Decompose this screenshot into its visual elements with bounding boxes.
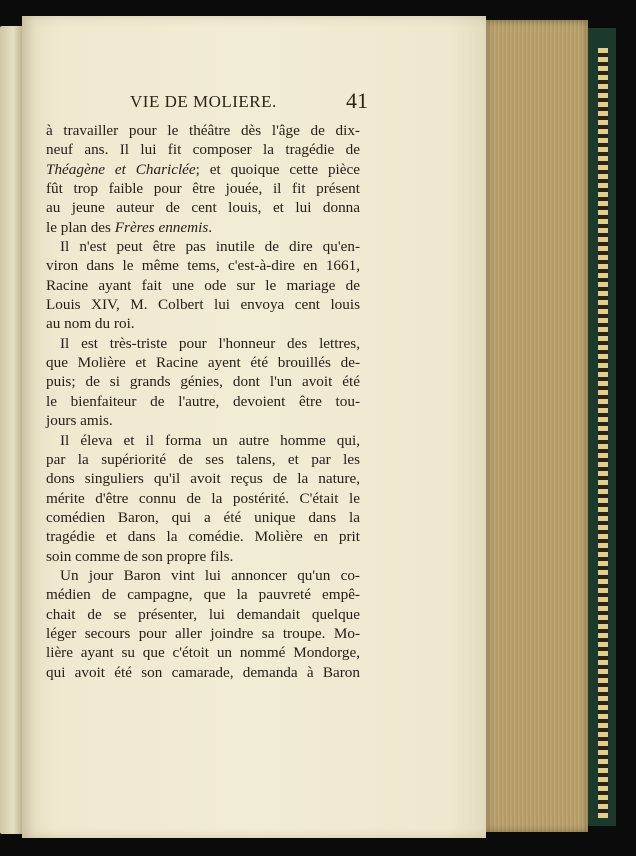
text-line: médien de campagne, que la pauvreté empê- (46, 586, 360, 604)
text-line: Il n'est peut être pas inutile de dire qu'en- (60, 238, 360, 256)
text-line: neuf ans. Il lui fit composer la tragédie de (46, 141, 360, 159)
page-edges (486, 20, 588, 832)
text-line: le bienfaiteur de l'autre, devoient être tou- (46, 392, 360, 410)
spine-decoration (598, 48, 608, 818)
text-line: Il est très-triste pour l'honneur des lettres, (60, 334, 360, 352)
text-line: jours amis. (46, 412, 113, 430)
text-line: Un jour Baron vint lui annoncer qu'un co- (60, 566, 360, 584)
book-spine (588, 28, 616, 826)
text-line: lière ayant su que c'étoit un nommé Mondorge, (46, 644, 360, 662)
text-line: le plan des Frères ennemis. (46, 218, 213, 236)
text-line: Théagène et Chariclée; et quoique cette pièce (46, 160, 360, 178)
text-line: Racine ayant fait une ode sur le mariage de (46, 276, 360, 294)
text-line: fût trop faible pour être jouée, il fit présent (46, 180, 360, 198)
work-title: Frères ennemis (114, 218, 209, 236)
text-line: viron dans le même tems, c'est-à-dire en 1661, (46, 257, 360, 275)
text-line: léger secours pour aller joindre sa troupe. Mo- (46, 624, 360, 642)
text-line: par la supériorité de ses talens, et par les (46, 450, 360, 468)
text-line: au jeune auteur de cent louis, et lui donna (46, 199, 360, 217)
text-line: comédien Baron, qui a été unique dans la (46, 508, 360, 526)
text-line: puis; de si grands génies, dont l'un avoit été (46, 373, 360, 391)
work-title: Théagène et Chariclée (46, 160, 196, 178)
text-line: au nom du roi. (46, 315, 135, 333)
text-line: Louis XIV, M. Colbert lui envoya cent louis (46, 296, 360, 314)
text-line: qui avoit été son camarade, demanda à Baron (46, 663, 360, 681)
text-line: dons singuliers qu'il avoit reçus de la nature, (46, 470, 360, 488)
text-line: tragédie et dans la comédie. Molière en prit (46, 528, 360, 546)
text-line: Il éleva et il forma un autre homme qui, (60, 431, 360, 449)
text-line: chait de se présenter, lui demandait quelque (46, 605, 360, 623)
left-page-edge (0, 26, 22, 834)
body-text (46, 121, 360, 682)
text-line: soin comme de son propre fils. (46, 547, 234, 565)
text-line: à travailler pour le théâtre dès l'âge de dix- (46, 122, 360, 139)
running-title: VIE DE MOLIERE. (130, 92, 277, 111)
text-line: que Molière et Racine ayent été brouillés de- (46, 354, 360, 372)
page-number: 41 (346, 88, 368, 113)
text-line: mérite d'être connu de la postérité. C'était le (46, 489, 360, 507)
